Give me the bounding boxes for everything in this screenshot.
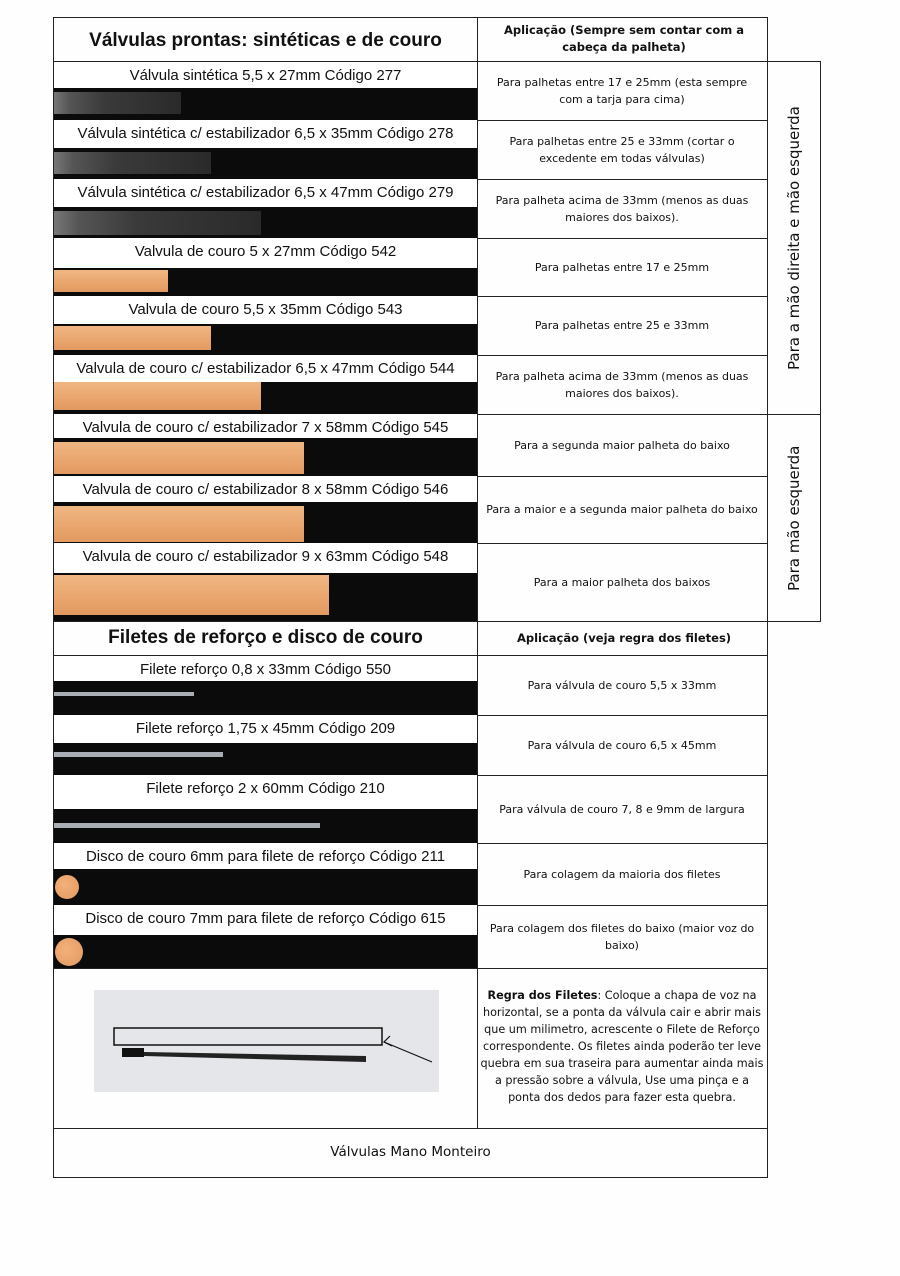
valves-row-visual (54, 476, 477, 543)
fillets-sample-background (54, 935, 477, 968)
valves-label: Valvula de couro c/ estabilizador 6,5 x 47mm Código 544 (54, 355, 477, 382)
valves-application: Para palhetas entre 17 e 25mm (esta sempre com a tarja para cima) (496, 76, 748, 106)
valves-label: Valvula de couro c/ estabilizador 8 x 58mm Código 546 (54, 476, 477, 502)
leather-valve-sample (54, 270, 168, 292)
side-label-left-hand: Para mão esquerda (785, 445, 803, 591)
valves-label: Válvula sintética c/ estabilizador 6,5 x 35mm Código 278 (54, 120, 477, 148)
fillet-sample (54, 823, 320, 828)
valve-shape (144, 1052, 366, 1062)
fillets-application: Para válvula de couro 6,5 x 45mm (527, 738, 717, 752)
valves-row-visual (54, 238, 477, 296)
fillets-row-visual (54, 656, 477, 715)
fillet-sample (54, 752, 223, 757)
valves-application: Para a maior palheta dos baixos (533, 575, 711, 589)
synthetic-valve-sample (54, 92, 181, 114)
leather-valve-sample (54, 382, 261, 410)
valves-label: Válvula sintética c/ estabilizador 6,5 x 47mm Código 279 (54, 179, 477, 207)
rule-title: Regra dos Filetes (487, 989, 598, 1002)
fillets-sample-background (54, 681, 477, 715)
valves-row-visual (54, 355, 477, 414)
fillets-label: Disco de couro 7mm para filete de reforço Código 615 (54, 905, 477, 935)
valves-label: Valvula de couro 5 x 27mm Código 542 (54, 238, 477, 268)
valves-application: Para palhetas entre 25 e 33mm (534, 319, 710, 332)
side-label-both-hands: Para a mão direita e mão esquerda (785, 106, 803, 370)
leather-disc-sample (55, 875, 79, 899)
valves-row-visual (54, 414, 477, 476)
synthetic-valve-sample (54, 152, 211, 174)
valves-application: Para a maior e a segunda maior palheta do baixo (486, 503, 758, 516)
rule-text (480, 987, 764, 1106)
fillets-row-visual (54, 715, 477, 775)
valves-label: Valvula de couro 5,5 x 35mm Código 543 (54, 296, 477, 324)
fillets-application: Para válvula de couro 5,5 x 33mm (527, 679, 717, 692)
rivet-block (122, 1048, 144, 1057)
valves-application: Para palheta acima de 33mm (menos as duas maiores dos baixos). (495, 369, 749, 400)
valves-application: Para palheta acima de 33mm (menos as duas maiores dos baixos). (495, 193, 749, 224)
fillets-sample-background (54, 869, 477, 905)
valves-application: Para palhetas entre 17 e 25mm (534, 260, 710, 274)
leather-disc-sample (55, 938, 83, 966)
section2-application-header: Aplicação (veja regra dos filetes) (516, 631, 732, 645)
synthetic-valve-sample (54, 211, 261, 235)
section2-title: Filetes de reforço e disco de couro (108, 627, 423, 648)
section2-top-divider (53, 621, 768, 622)
fillets-application: Para válvula de couro 7, 8 e 9mm de largura (499, 802, 745, 816)
valves-row-visual (54, 543, 477, 621)
fillets-application: Para colagem da maioria dos filetes (523, 867, 721, 881)
fillets-label: Filete reforço 0,8 x 33mm Código 550 (54, 656, 477, 681)
valves-label: Valvula de couro c/ estabilizador 9 x 63mm Código 548 (54, 543, 477, 573)
valves-application: Para a segunda maior palheta do baixo (514, 438, 730, 452)
footer-text: Válvulas Mano Monteiro (330, 1144, 491, 1160)
reed-plate-outline (114, 1028, 382, 1045)
fillets-label: Filete reforço 2 x 60mm Código 210 (54, 775, 477, 809)
fillets-application: Para colagem dos filetes do baixo (maior voz do baixo) (489, 921, 755, 952)
valves-row-visual (54, 62, 477, 120)
leather-valve-sample (54, 575, 329, 615)
reed-plate-diagram (94, 990, 439, 1092)
valves-label: Valvula de couro c/ estabilizador 7 x 58mm Código 545 (54, 414, 477, 438)
fillets-row-visual (54, 775, 477, 843)
fillets-row-visual (54, 843, 477, 905)
rule-body: : Coloque a chapa de voz na horizontal, se a ponta da válvula cair e abrir mais que um milimetro, acrescente o Filete de Reforço correspondente. Os filetes ainda poderão ter leve quebra em sua traseira para aumentar ainda mais a pressão sobre a válvula, Use uma pinça e a ponta dos dedos para fazer esta quebra. (480, 989, 764, 1104)
valves-row-visual (54, 296, 477, 355)
valves-row-visual (54, 179, 477, 238)
fillets-sample-background (54, 743, 477, 775)
valves-application: Para palhetas entre 25 e 33mm (cortar o excedente em todas válvulas) (509, 134, 735, 165)
application-header: Aplicação (Sempre sem contar com a cabeça da palheta) (503, 23, 745, 54)
valves-row-visual (54, 120, 477, 179)
leather-valve-sample (54, 442, 304, 474)
fillets-label: Disco de couro 6mm para filete de reforço Código 211 (54, 843, 477, 869)
valves-label: Válvula sintética 5,5 x 27mm Código 277 (54, 62, 477, 88)
fillet-sample (54, 692, 194, 696)
fillets-row-visual (54, 905, 477, 968)
leather-valve-sample (54, 326, 211, 350)
fillets-label: Filete reforço 1,75 x 45mm Código 209 (54, 715, 477, 743)
page-title: Válvulas prontas: sintéticas e de couro (89, 30, 442, 51)
rule-illustration (94, 990, 439, 1092)
leather-valve-sample (54, 506, 304, 542)
rule-top-divider (53, 968, 768, 969)
footer-divider (53, 1128, 768, 1129)
